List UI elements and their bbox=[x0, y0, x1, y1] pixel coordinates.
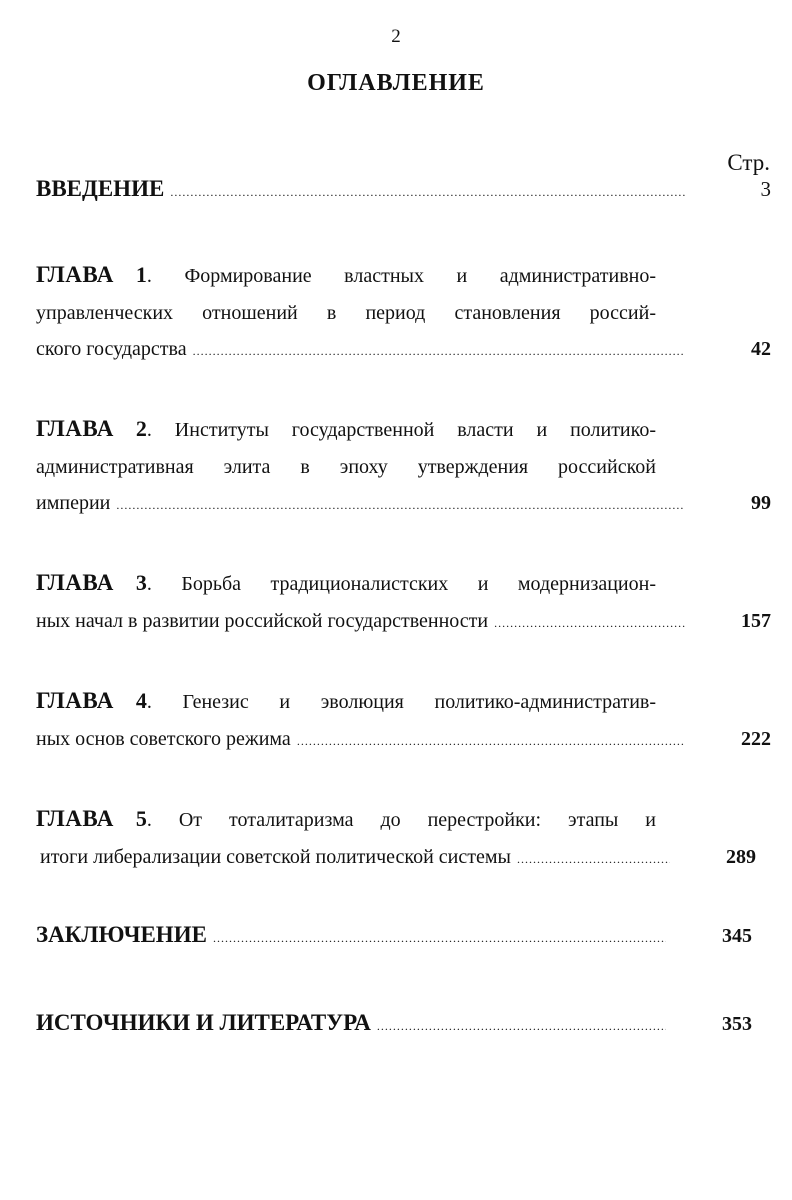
dot-leader bbox=[377, 1019, 666, 1034]
chapter-2-line-1[interactable] bbox=[36, 416, 771, 442]
conclusion-page: 345 bbox=[722, 925, 752, 947]
dot-leader bbox=[517, 852, 670, 867]
chapter-4-title-line-1: . Генезис и эволюция политико-административ- bbox=[146, 691, 656, 713]
chapter-3-label: ГЛАВА bbox=[36, 570, 114, 595]
chapter-5-line-1[interactable] bbox=[36, 806, 771, 832]
chapter-3-title-line-1: . Борьба традиционалистских и модернизацион- bbox=[146, 573, 656, 595]
chapter-3-title-line-2: ных начал в развитии российской государственности bbox=[36, 610, 489, 632]
chapter-1-line-1[interactable] bbox=[36, 262, 771, 288]
dot-leader bbox=[170, 185, 685, 200]
intro-page: 3 bbox=[760, 177, 771, 201]
chapter-4-line-2[interactable] bbox=[36, 728, 771, 751]
chapter-1-title-line-3: ского государства bbox=[36, 338, 187, 360]
chapter-3-page: 157 bbox=[741, 610, 771, 632]
chapter-5-line-2[interactable] bbox=[40, 846, 756, 869]
chapter-5-label: ГЛАВА bbox=[36, 806, 114, 831]
chapter-2-title-line-2: административная элита в эпоху утверждения российской bbox=[36, 456, 656, 478]
chapter-1-line-3[interactable] bbox=[36, 338, 771, 361]
chapter-2-number: 2 bbox=[135, 416, 147, 441]
chapter-1-page: 42 bbox=[751, 338, 771, 360]
chapter-3-line-1[interactable] bbox=[36, 570, 771, 596]
chapter-3-number: 3 bbox=[135, 570, 147, 595]
toc-entry-conclusion[interactable] bbox=[36, 922, 752, 948]
chapter-2-title-line-1: . Институты государственной власти и политико- bbox=[146, 419, 656, 441]
chapter-5-page: 289 bbox=[726, 846, 756, 868]
chapter-3-line-2[interactable] bbox=[36, 610, 771, 633]
chapter-4-label: ГЛАВА bbox=[36, 688, 114, 713]
chapter-4-title-line-2: ных основ советского режима bbox=[36, 728, 291, 750]
chapter-5-title-line-1: . От тоталитаризма до перестройки: этапы и bbox=[146, 809, 656, 831]
page-number: 2 bbox=[391, 26, 401, 47]
dot-leader bbox=[297, 734, 685, 749]
dot-leader bbox=[213, 931, 666, 946]
toc-title: ОГЛАВЛЕНИЕ bbox=[307, 70, 485, 96]
dot-leader bbox=[494, 616, 685, 631]
chapter-2-line-2 bbox=[36, 456, 771, 479]
dot-leader bbox=[193, 344, 685, 359]
conclusion-title: ЗАКЛЮЧЕНИЕ bbox=[36, 922, 207, 947]
toc-entry-sources[interactable] bbox=[36, 1010, 752, 1036]
chapter-2-page: 99 bbox=[751, 492, 771, 514]
sources-title: ИСТОЧНИКИ И ЛИТЕРАТУРА bbox=[36, 1010, 371, 1035]
chapter-1-label: ГЛАВА bbox=[36, 262, 114, 287]
chapter-1-number: 1 bbox=[135, 262, 147, 287]
chapter-2-title-line-3: империи bbox=[36, 492, 111, 514]
page-column-label: Стр. bbox=[727, 150, 770, 175]
chapter-2-line-3[interactable] bbox=[36, 492, 771, 515]
chapter-4-number: 4 bbox=[135, 688, 147, 713]
chapter-4-page: 222 bbox=[741, 728, 771, 750]
toc-entry-intro[interactable] bbox=[36, 176, 771, 202]
chapter-4-line-1[interactable] bbox=[36, 688, 771, 714]
dot-leader bbox=[116, 498, 685, 513]
chapter-5-number: 5 bbox=[135, 806, 147, 831]
chapter-5-title-line-2: итоги либерализации советской политической системы bbox=[40, 846, 511, 868]
sources-page: 353 bbox=[722, 1013, 752, 1035]
chapter-2-label: ГЛАВА bbox=[36, 416, 114, 441]
chapter-1-title-line-2: управленческих отношений в период становления россий- bbox=[36, 302, 656, 324]
chapter-1-title-line-1: . Формирование властных и административно- bbox=[146, 265, 656, 287]
intro-title: ВВЕДЕНИЕ bbox=[36, 176, 165, 201]
chapter-1-line-2 bbox=[36, 302, 771, 325]
